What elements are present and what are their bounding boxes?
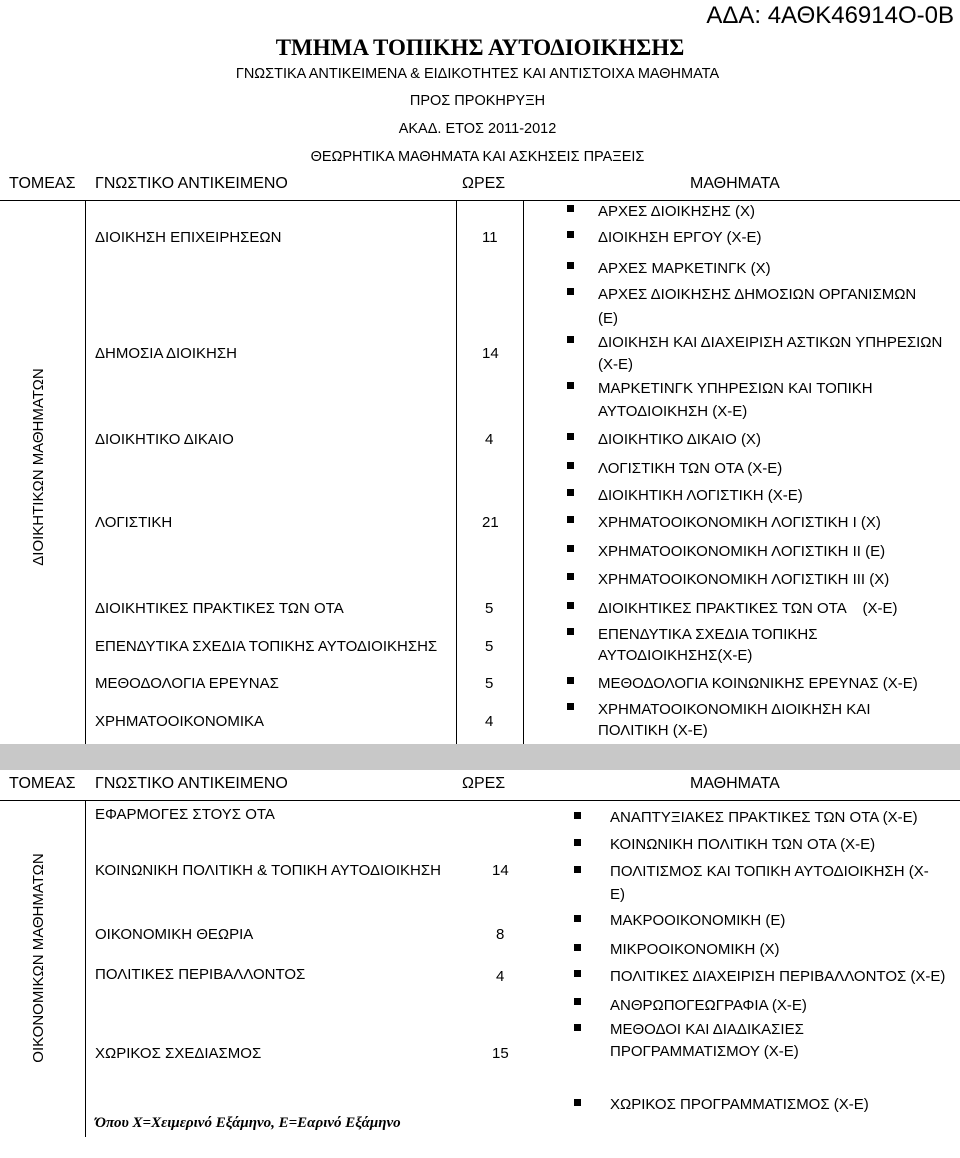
course-item: ΧΩΡΙΚΟΣ ΠΡΟΓΡΑΜΜΑΤΙΣΜΟΣ (Χ-Ε) [610,1096,869,1113]
bullet-icon [567,602,574,609]
course-item: ΔΙΟΙΚΗΣΗ ΕΡΓΟΥ (Χ-Ε) [598,229,762,246]
subtitle-line-4: ΘΕΩΡΗΤΙΚΑ ΜΑΘΗΜΑΤΑ ΚΑΙ ΑΣΚΗΣΕΙΣ ΠΡΑΞΕΙΣ [310,149,645,165]
bullet-icon [567,677,574,684]
subtitle-line-1: ΓΝΩΣΤΙΚΑ ΑΝΤΙΚΕΙΜΕΝΑ & ΕΙΔΙΚΟΤΗΤΕΣ ΚΑΙ ΑΝΤΙΣΤΟΙΧΑ ΜΑΘΗΜΑΤΑ [235,66,720,82]
bullet-icon [567,545,574,552]
subject-row: ΔΙΟΙΚΗΣΗ ΕΠΙΧΕΙΡΗΣΕΩΝ [95,229,282,246]
column-divider [85,800,86,1137]
bullet-icon [574,866,581,873]
column-divider [456,200,457,744]
column-header-courses: ΜΑΘΗΜΑΤΑ [690,775,780,792]
column-header-subject: ΓΝΩΣΤΙΚΟ ΑΝΤΙΚΕΙΜΕΝΟ [95,175,288,192]
course-item: ΑΡΧΕΣ ΔΙΟΙΚΗΣΗΣ ΔΗΜΟΣΙΩΝ ΟΡΓΑΝΙΣΜΩΝ [598,286,917,303]
course-item: ΜΕΘΟΔΟΛΟΓΙΑ ΚΟΙΝΩΝΙΚΗΣ ΕΡΕΥΝΑΣ (Χ-Ε) [598,675,918,692]
bullet-icon [567,288,574,295]
bullet-icon [574,970,581,977]
course-item-continued: Ε) [610,886,625,903]
hours-cell: 21 [482,514,499,531]
subject-row: ΜΕΘΟΔΟΛΟΓΙΑ ΕΡΕΥΝΑΣ [95,675,279,692]
legend-note: Όπου Χ=Χειμερινό Εξάμηνο, Ε=Εαρινό Εξάμηνο [95,1115,401,1131]
column-header-sector: ΤΟΜΕΑΣ [9,175,76,192]
course-item: ΔΙΟΙΚΗΤΙΚΗ ΛΟΓΙΣΤΙΚΗ (Χ-Ε) [598,487,803,504]
course-item-continued: ΠΟΛΙΤΙΚΗ (Χ-Ε) [598,722,708,739]
subject-row: ΠΟΛΙΤΙΚΕΣ ΠΕΡΙΒΑΛΛΟΝΤΟΣ [95,966,306,983]
bullet-icon [567,573,574,580]
hours-cell: 11 [482,229,498,246]
column-divider [85,200,86,744]
bullet-icon [574,839,581,846]
hours-cell: 4 [485,431,494,448]
bullet-icon [567,336,574,343]
bullet-icon [574,1099,581,1106]
hours-cell: 4 [485,713,494,730]
table-border-top [0,200,960,201]
course-item-continued: ΑΥΤΟΔΙΟΙΚΗΣΗ (Χ-Ε) [598,403,748,420]
bullet-icon [567,433,574,440]
course-item: ΛΟΓΙΣΤΙΚΗ ΤΩΝ ΟΤΑ (Χ-Ε) [598,460,783,477]
subject-row: ΔΙΟΙΚΗΤΙΚΕΣ ΠΡΑΚΤΙΚΕΣ ΤΩΝ ΟΤΑ [95,600,344,617]
subtitle-line-2: ΠΡΟΣ ΠΡΟΚΗΡΥΞΗ [409,93,546,109]
subject-row: ΛΟΓΙΣΤΙΚΗ [95,514,173,531]
course-item-continued: ΑΥΤΟΔΙΟΙΚΗΣΗΣ(Χ-Ε) [598,647,753,664]
course-item: ΑΝΑΠΤΥΞΙΑΚΕΣ ΠΡΑΚΤΙΚΕΣ ΤΩΝ ΟΤΑ (Χ-Ε) [610,809,918,826]
course-item: ΧΡΗΜΑΤΟΟΙΚΟΝΟΜΙΚΗ ΛΟΓΙΣΤΙΚΗ Ι (Χ) [598,514,881,531]
bullet-icon [574,944,581,951]
bullet-icon [567,516,574,523]
subject-row: ΔΗΜΟΣΙΑ ΔΙΟΙΚΗΣΗ [95,345,237,362]
section-separator [0,744,960,770]
hours-cell: 5 [485,675,494,692]
hours-cell: 14 [482,345,499,362]
course-item: ΧΡΗΜΑΤΟΟΙΚΟΝΟΜΙΚΗ ΛΟΓΙΣΤΙΚΗ ΙΙΙ (Χ) [598,571,890,588]
column-divider [523,200,524,744]
column-header-courses: ΜΑΘΗΜΑΤΑ [690,175,780,192]
bullet-icon [567,489,574,496]
sector-label-administrative: ΔΙΟΙΚΗΤΙΚΩΝ ΜΑΘΗΜΑΤΩΝ [30,368,47,566]
course-item: ΕΠΕΝΔΥΤΙΚΑ ΣΧΕΔΙΑ ΤΟΠΙΚΗΣ [598,626,818,643]
course-item-continued: ΠΡΟΓΡΑΜΜΑΤΙΣΜΟΥ (Χ-Ε) [610,1043,799,1060]
subject-row: ΟΙΚΟΝΟΜΙΚΗ ΘΕΩΡΙΑ [95,926,254,943]
course-item: ΑΝΘΡΩΠΟΓΕΩΓΡΑΦΙΑ (Χ-Ε) [610,997,807,1014]
subject-row: ΧΩΡΙΚΟΣ ΣΧΕΔΙΑΣΜΟΣ [95,1045,262,1062]
sector-label-economic: ΟΙΚΟΝΟΜΙΚΩΝ ΜΑΘΗΜΑΤΩΝ [30,853,47,1063]
hours-cell: 5 [485,638,494,655]
subject-row: ΔΙΟΙΚΗΤΙΚΟ ΔΙΚΑΙΟ [95,431,234,448]
bullet-icon [567,462,574,469]
course-item-continued: (Ε) [598,310,618,327]
subject-row: ΧΡΗΜΑΤΟΟΙΚΟΝΟΜΙΚΑ [95,713,265,730]
column-header-sector: ΤΟΜΕΑΣ [9,775,76,792]
course-item: ΜΑΚΡΟΟΙΚΟΝΟΜΙΚΗ (Ε) [610,912,786,929]
column-header-subject: ΓΝΩΣΤΙΚΟ ΑΝΤΙΚΕΙΜΕΝΟ [95,775,288,792]
course-item: ΠΟΛΙΤΙΣΜΟΣ ΚΑΙ ΤΟΠΙΚΗ ΑΥΤΟΔΙΟΙΚΗΣΗ (Χ- [610,863,929,880]
bullet-icon [574,915,581,922]
course-item: ΚΟΙΝΩΝΙΚΗ ΠΟΛΙΤΙΚΗ ΤΩΝ ΟΤΑ (Χ-Ε) [610,836,876,853]
page-title [0,35,960,61]
hours-cell: 15 [492,1045,509,1062]
course-item: ΧΡΗΜΑΤΟΟΙΚΟΝΟΜΙΚΗ ΔΙΟΙΚΗΣΗ ΚΑΙ [598,701,871,718]
subject-row: ΕΠΕΝΔΥΤΙΚΑ ΣΧΕΔΙΑ ΤΟΠΙΚΗΣ ΑΥΤΟΔΙΟΙΚΗΣΗΣ [95,638,438,655]
bullet-icon [567,262,574,269]
subject-row: ΚΟΙΝΩΝΙΚΗ ΠΟΛΙΤΙΚΗ & ΤΟΠΙΚΗ ΑΥΤΟΔΙΟΙΚΗΣΗ [95,862,441,879]
bullet-icon [574,998,581,1005]
bullet-icon [567,703,574,710]
course-item-continued: (Χ-Ε) [598,356,633,373]
hours-cell: 8 [496,926,505,943]
course-item: ΧΡΗΜΑΤΟΟΙΚΟΝΟΜΙΚΗ ΛΟΓΙΣΤΙΚΗ ΙΙ (Ε) [598,543,886,560]
course-item: ΠΟΛΙΤΙΚΕΣ ΔΙΑΧΕΙΡΙΣΗ ΠΕΡΙΒΑΛΛΟΝΤΟΣ (Χ-Ε) [610,968,946,985]
bullet-icon [574,1024,581,1031]
page-title-text: ΤΜΗΜΑ ΤΟΠΙΚΗΣ ΑΥΤΟΔΙΟΙΚΗΣΗΣ [275,35,685,60]
bullet-icon [567,205,574,212]
course-item: ΜΙΚΡΟΟΙΚΟΝΟΜΙΚΗ (Χ) [610,941,780,958]
course-item: ΜΕΘΟΔΟΙ ΚΑΙ ΔΙΑΔΙΚΑΣΙΕΣ [610,1021,804,1038]
hours-cell: 4 [496,968,505,985]
bullet-icon [567,231,574,238]
bullet-icon [574,812,581,819]
column-header-hours: ΩΡΕΣ [462,175,506,192]
course-item: ΑΡΧΕΣ ΔΙΟΙΚΗΣΗΣ (Χ) [598,203,756,220]
subtitle-line-3: ΑΚΑΔ. ΕΤΟΣ 2011-2012 [398,121,557,137]
course-item: ΔΙΟΙΚΗΤΙΚΕΣ ΠΡΑΚΤΙΚΕΣ ΤΩΝ ΟΤΑ (Χ-Ε) [598,600,898,617]
course-item: ΔΙΟΙΚΗΣΗ ΚΑΙ ΔΙΑΧΕΙΡΙΣΗ ΑΣΤΙΚΩΝ ΥΠΗΡΕΣΙΩΝ [598,334,943,351]
bullet-icon [567,628,574,635]
hours-cell: 14 [492,862,509,879]
column-header-hours: ΩΡΕΣ [462,775,506,792]
ada-code: ΑΔΑ: 4ΑΘΚ46914Ο-0Β [706,2,954,29]
course-item: ΔΙΟΙΚΗΤΙΚΟ ΔΙΚΑΙΟ (Χ) [598,431,761,448]
bullet-icon [567,382,574,389]
hours-cell: 5 [485,600,494,617]
course-item: ΑΡΧΕΣ ΜΑΡΚΕΤΙΝΓΚ (Χ) [598,260,771,277]
table-border-top [0,800,960,801]
course-item: ΜΑΡΚΕΤΙΝΓΚ ΥΠΗΡΕΣΙΩΝ ΚΑΙ ΤΟΠΙΚΗ [598,380,873,397]
subject-row: ΕΦΑΡΜΟΓΕΣ ΣΤΟΥΣ ΟΤΑ [95,806,275,823]
